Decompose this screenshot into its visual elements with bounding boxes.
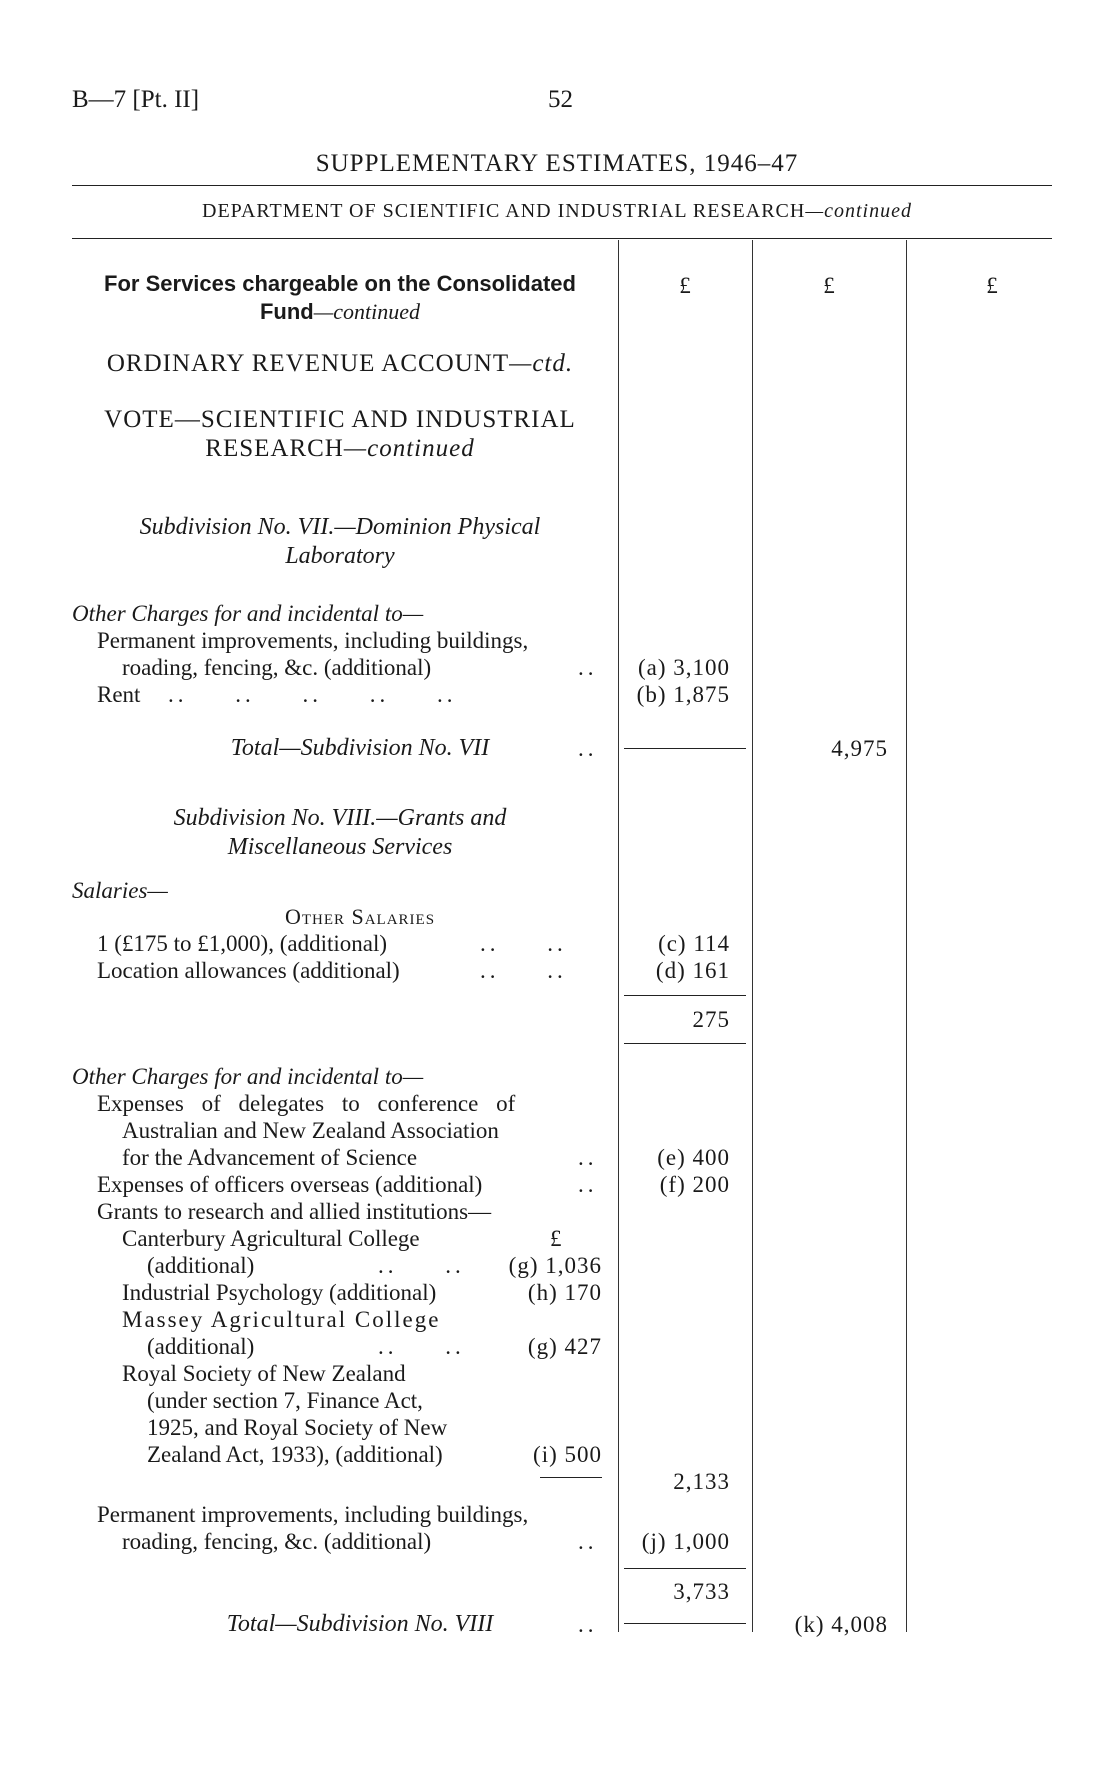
rule-salaries-subtotal-bottom	[624, 1043, 746, 1044]
sub7-total-value: 4,975	[831, 736, 888, 761]
leader-dots: ..	[578, 736, 598, 761]
sub8-grants-total: 2,133	[673, 1469, 730, 1494]
rule-grants-subtotal	[540, 1477, 602, 1478]
sub8-other-total: 3,733	[673, 1579, 730, 1604]
sub8-exp1-value: (e) 400	[657, 1145, 730, 1170]
sub8-grants-label: Grants to research and allied institutions—	[97, 1199, 492, 1224]
sub8-exp2-value: (f) 200	[659, 1172, 730, 1197]
sub8-exp1-line-2: Australian and New Zealand Association	[122, 1118, 499, 1143]
sub7-item2-value: (b) 1,875	[636, 682, 730, 707]
sub7-heading-line-2: Laboratory	[285, 543, 395, 569]
sub8-total-value: (k) 4,008	[794, 1612, 888, 1637]
sub8-grant1-line-2: (additional)	[147, 1253, 255, 1278]
sub7-heading-line-1: Subdivision No. VII.—Dominion Physical	[139, 514, 541, 540]
leader-dots: .. ..	[378, 1253, 465, 1278]
sub8-other-charges: Other Charges for and incidental to—	[72, 1064, 424, 1089]
sub8-salary2-label: Location allowances (additional)	[97, 958, 400, 983]
rule-salaries-subtotal	[624, 995, 746, 996]
sub8-grant4-line-2: (under section 7, Finance Act,	[147, 1388, 423, 1413]
leader-dots: ..	[578, 655, 598, 680]
sub8-grant4-value: (i) 500	[533, 1442, 602, 1467]
leader-dots: .. ..	[480, 931, 567, 956]
services-line-1: For Services chargeable on the Consolidated	[104, 271, 576, 296]
vote-line-2: RESEARCH	[205, 435, 344, 462]
sub8-salary1-label: 1 (£175 to £1,000), (additional)	[97, 931, 388, 956]
vote-line-1: VOTE—SCIENTIFIC AND INDUSTRIAL	[104, 406, 576, 433]
sub7-item1-line-1: Permanent improvements, including buildings,	[97, 628, 529, 653]
account-continued: —ctd.	[509, 350, 574, 377]
rule-other-total	[624, 1568, 746, 1569]
sub8-exp1-line-1: Expenses of delegates to conference of	[97, 1091, 516, 1116]
leader-dots: .. .. .. .. ..	[168, 682, 457, 707]
sub8-grant4-line-3: 1925, and Royal Society of New	[147, 1415, 448, 1440]
vote-continued: —continued	[343, 435, 475, 462]
sub8-heading	[72, 804, 608, 862]
department-name: DEPARTMENT OF SCIENTIFIC AND INDUSTRIAL RESEARCH	[202, 200, 806, 222]
sub8-other-salaries: Other Salaries	[284, 904, 436, 929]
sub7-total-label: Total—Subdivision No. VII	[230, 735, 490, 761]
sub8-total-label: Total—Subdivision No. VIII	[226, 1611, 494, 1637]
sub8-exp2-label: Expenses of officers overseas (additional)	[97, 1172, 483, 1197]
sub8-grant4-line-1: Royal Society of New Zealand	[122, 1361, 406, 1386]
column-header-3: £	[986, 273, 998, 298]
leader-dots: ..	[578, 1172, 598, 1197]
sub8-perm-line-1: Permanent improvements, including buildings,	[97, 1502, 529, 1527]
column-header-2: £	[823, 273, 835, 298]
account-name: ORDINARY REVENUE ACCOUNT	[106, 350, 510, 377]
sub8-grant-pound: £	[550, 1226, 562, 1251]
leader-dots: ..	[578, 1145, 598, 1170]
page-reference: B—7 [Pt. II]	[72, 86, 200, 113]
sub8-grant3-line-2: (additional)	[147, 1334, 255, 1359]
sub8-grant2-label: Industrial Psychology (additional)	[122, 1280, 437, 1305]
sub8-perm-line-2: roading, fencing, &c. (additional)	[122, 1529, 432, 1554]
sub8-grant1-line-1: Canterbury Agricultural College	[122, 1226, 420, 1251]
sub7-heading	[72, 513, 608, 571]
sub8-grant3-value: (g) 427	[527, 1334, 602, 1359]
sub8-exp1-line-3: for the Advancement of Science	[122, 1145, 418, 1170]
sub7-item1-value: (a) 3,100	[637, 655, 730, 680]
rule-department	[72, 238, 1052, 239]
page-number: 52	[548, 86, 573, 113]
sub8-heading-line-1: Subdivision No. VIII.—Grants and	[173, 805, 507, 831]
rule-sub8-total	[624, 1623, 746, 1624]
column-header-1: £	[679, 273, 691, 298]
sub8-grant4-line-4: Zealand Act, 1933), (additional)	[147, 1442, 443, 1467]
sub8-salaries: Salaries—	[72, 878, 168, 903]
column-rule-3	[906, 240, 907, 1632]
sub8-grant1-value: (g) 1,036	[508, 1253, 602, 1278]
sub8-heading-line-2: Miscellaneous Services	[227, 834, 453, 860]
vote-heading	[72, 405, 608, 463]
leader-dots: ..	[578, 1612, 598, 1637]
sub7-other-charges: Other Charges for and incidental to—	[72, 601, 424, 626]
sub8-grant2-value: (h) 170	[527, 1280, 602, 1305]
rule-title	[72, 185, 1052, 186]
leader-dots: ..	[578, 1529, 598, 1554]
sub8-salary1-value: (c) 114	[658, 931, 730, 956]
sub8-salary2-value: (d) 161	[655, 958, 730, 983]
services-continued: —continued	[313, 299, 421, 324]
sub8-perm-value: (j) 1,000	[641, 1529, 730, 1554]
department-continued: —continued	[805, 200, 912, 222]
rule-sub7-total	[624, 748, 746, 749]
sub8-grant3-line-1: Massey Agricultural College	[122, 1307, 441, 1332]
account-heading	[72, 350, 608, 377]
leader-dots: .. ..	[378, 1334, 465, 1359]
services-heading	[72, 270, 608, 326]
sub8-salaries-subtotal: 275	[692, 1007, 730, 1032]
page-title: SUPPLEMENTARY ESTIMATES, 1946–47	[315, 150, 799, 177]
services-line-2: Fund	[259, 299, 314, 324]
department-heading	[0, 198, 1114, 225]
sub7-item2-label: Rent	[97, 682, 141, 707]
leader-dots: .. ..	[480, 958, 567, 983]
column-rule-2	[752, 240, 753, 1632]
sub7-item1-line-2: roading, fencing, &c. (additional)	[122, 655, 432, 680]
